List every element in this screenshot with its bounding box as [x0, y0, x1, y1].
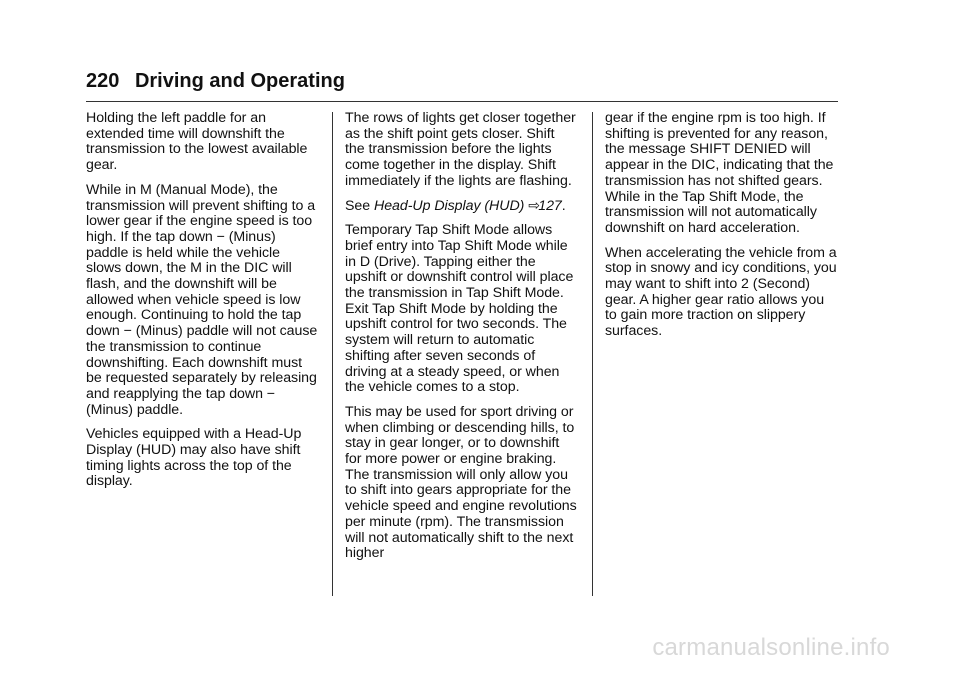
header-rule [86, 101, 838, 102]
page-arrow-icon: ⇨ [528, 197, 541, 214]
page-header [86, 70, 345, 93]
page-number: 220 [86, 70, 120, 92]
watermark: carmanualsonline.info [652, 634, 890, 661]
paragraph: Vehicles equipped with a Head-Up Display (HUD) may also have shift timing lights across the top of the display. [86, 426, 302, 490]
paragraph: gear if the engine rpm is too high. If shifting is prevented for any reason, the message SHIFT DENIED will appear in the DIC, indicating that the transmission has not shifted gears. While in the Tap Shift Mode, the transmission will not automatically downshift on hard acceleration. [605, 110, 834, 236]
column-divider [332, 112, 333, 596]
reference-link[interactable]: Head-Up Display (HUD) [374, 197, 525, 214]
cross-reference: See Head-Up Display (HUD) ⇨127. [345, 197, 566, 214]
paragraph: While in M (Manual Mode), the transmission will prevent shifting to a lower gear if the engine speed is too high. If the tap down − (Minus) paddle is held while the vehicle slows down, the M in the DIC will flash, and the downshift will be allowed when vehicle speed is low enough. Continuing to hold the tap down − (Minus) paddle will not cause the transmission to continue downshifting. Each downshift must be requested separately by releasing and reapplying the tap down − (Minus) paddle. [86, 181, 318, 418]
paragraph: This may be used for sport driving or when climbing or descending hills, to stay in gear longer, or to downshift for more power or engine braking. The transmission will only allow you to shift into gears appropriate for the vehicle speed and engine revolutions per minute (rpm). The transmission will not automatically shift to the next higher [345, 403, 577, 562]
paragraph: When accelerating the vehicle from a stop in snowy and icy conditions, you may want to shift into 2 (Second) gear. A higher gear ratio allows you to gain more traction on slippery surfaces. [605, 244, 837, 340]
column-1 [86, 111, 318, 499]
column-2 [345, 111, 577, 571]
column-divider [592, 112, 593, 596]
section-title: Driving and Operating [134, 70, 345, 92]
reference-page[interactable]: 127 [538, 197, 562, 214]
see-prefix: See [345, 197, 374, 214]
column-3 [605, 111, 837, 349]
paragraph: The rows of lights get closer together as the shift point gets closer. Shift the transmission before the lights come together in the display. Shift immediately if the lights are flashing. [345, 110, 576, 189]
paragraph: Temporary Tap Shift Mode allows brief entry into Tap Shift Mode while in D (Drive). Tapping either the upshift or downshift control will place the transmission in Tap Shift Mode. Exit Tap Shift Mode by holding the upshift control for two seconds. The system will return to automatic shifting after seven seconds of driving at a steady speed, or when the vehicle comes to a stop. [345, 222, 574, 396]
paragraph: Holding the left paddle for an extended time will downshift the transmission to the lowest available gear. [86, 110, 308, 174]
